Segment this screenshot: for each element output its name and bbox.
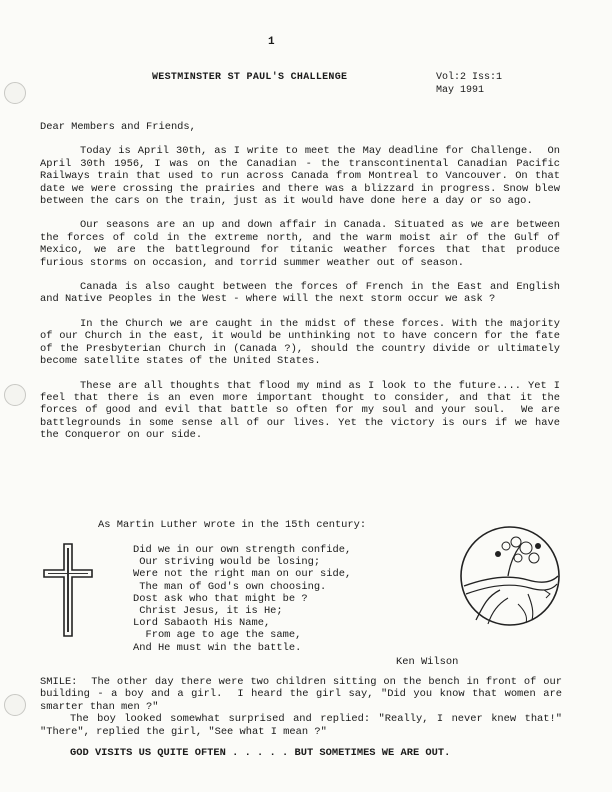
poem-line: And He must win the battle. [133, 641, 302, 654]
author-signature: Ken Wilson [396, 656, 459, 668]
poem-line: Lord Sabaoth His Name, [133, 617, 271, 630]
volume-issue: Vol:2 Iss:1 [436, 72, 503, 83]
poem-line: Were not the right man on our side, [133, 568, 352, 581]
poem-line: The man of God's own choosing. [133, 580, 327, 593]
poem-line: From age to age the same, [133, 629, 302, 642]
letter-body [40, 121, 567, 454]
poem-line: Our striving would be losing; [133, 556, 321, 569]
paragraph-3: Canada is also caught between the forces of French in the East and English and Native Peoples in the West - where will the next storm occur we ask ? [40, 281, 567, 306]
cross-icon [40, 540, 96, 640]
poem-line: Christ Jesus, it is He; [133, 605, 283, 618]
paragraph-4: In the Church we are caught in the midst of these forces. With the majority of our Church in the east, it would be unthinking not to have concern for the fate of the Presbyterian Church in (Canada ?), should the country divide or ultimately become satellite states of the United States. [40, 317, 567, 368]
newsletter-title: WESTMINSTER ST PAUL'S CHALLENGE [152, 72, 348, 83]
paragraph-1: Today is April 30th, as I write to meet the May deadline for Challenge. On April 30th 1956, I was on the Canadian - the transcontinental Canadian Pacific Railways train that used to run across Canada from Montreal to Vancouver. On that date we were crossing the prairies and there was a blizzard in progress. Snow blew between the cars on the train, just as it would have done here a day or so ago. [40, 145, 567, 208]
smile-paragraph-2: The boy looked somewhat surprised and replied: "Really, I never knew that!" "There", replied the girl, "See what I mean ?" [40, 713, 569, 738]
salutation: Dear Members and Friends, [40, 121, 196, 133]
nature-emblem-icon [458, 524, 562, 628]
luther-intro: As Martin Luther wrote in the 15th century: [98, 519, 367, 531]
smile-paragraph-1: SMILE: The other day there were two children sitting on the bench in front of our building - a boy and a girl. I heard the girl say, "Did you know that women are smarter than men ?" [40, 676, 569, 713]
luther-hymn [133, 544, 351, 654]
closing-motto: GOD VISITS US QUITE OFTEN . . . . . BUT SOMETIMES WE ARE OUT. [70, 747, 451, 759]
smile-joke [40, 676, 569, 738]
poem-line: Did we in our own strength confide, [133, 544, 352, 556]
paragraph-5: These are all thoughts that flood my mind as I look to the future.... Yet I feel that there is an even more important thought to consider, and that it the forces of good and evil that battle so often for my soul and your soul. We are battlegrounds in some sense all of our lives. Yet the victory is ours if we have the Conqueror on our side. [40, 379, 567, 442]
poem-line: Dost ask who that might be ? [133, 592, 308, 605]
binder-hole-top [4, 82, 26, 104]
page-number: 1 [268, 36, 275, 48]
issue-date: May 1991 [436, 85, 485, 96]
paragraph-2: Our seasons are an up and down affair in Canada. Situated as we are between the forces of cold in the extreme north, and the warm moist air of the Gulf of Mexico, we are the battleground for titanic weather forces that that produce furious storms on occasion, and torrid summer weather out of season. [40, 219, 567, 269]
binder-hole-bottom [4, 694, 26, 716]
binder-hole-middle [4, 384, 26, 406]
